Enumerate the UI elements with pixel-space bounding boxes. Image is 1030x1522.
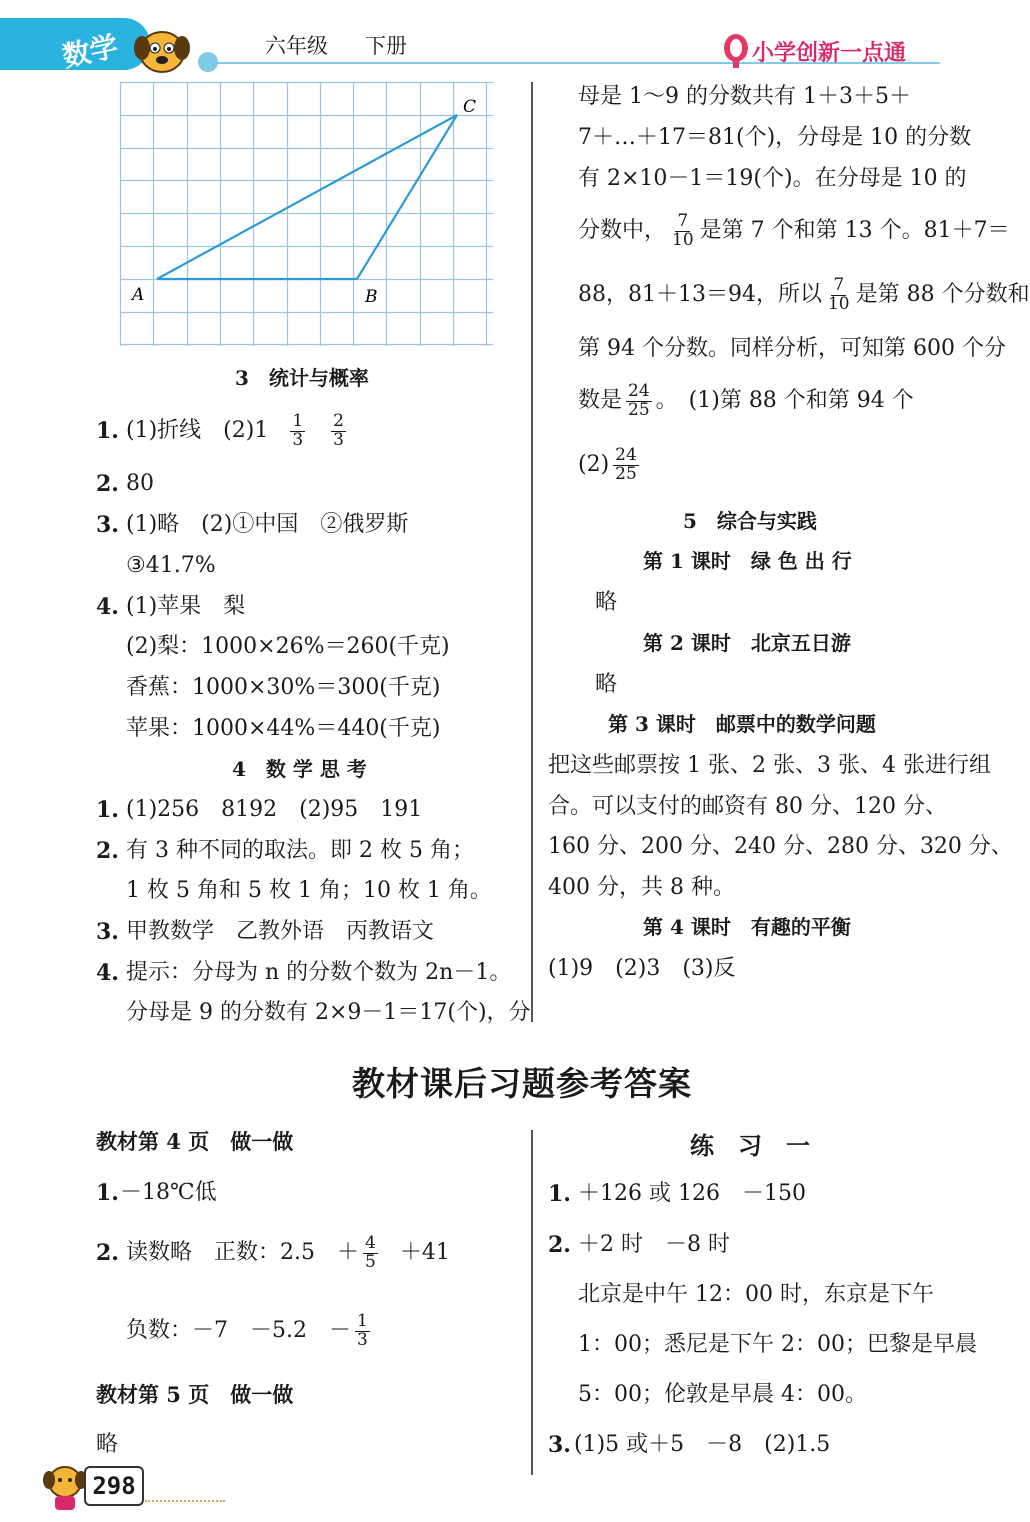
answer-line: 苹果：1000×44%＝440(千克) <box>126 716 441 741</box>
q-number: 3. <box>548 1432 571 1458</box>
side-ac <box>157 115 457 279</box>
answer-line: 分数中， $\frac{7}{10}$ 是第 7 个和第 13 个。81＋7＝ <box>578 210 1010 250</box>
fraction: $\frac{7}{10}$ <box>827 274 850 314</box>
side-bc <box>357 115 457 279</box>
grid-svg <box>120 82 494 347</box>
answer-text: (1)折线 (2)1 <box>126 418 269 443</box>
answer-line: 400 分，共 8 种。 <box>548 875 735 900</box>
answer-line: 读数略 正数：2.5 ＋ $\frac{4}{5}$ ＋41 <box>126 1232 450 1272</box>
series-title: 小学创新一点通 <box>752 41 907 66</box>
answer-line: (1)苹果 梨 <box>126 594 246 619</box>
answer-line: 甲教数学 乙教外语 丙教语文 <box>126 919 435 944</box>
fraction: $\frac{7}{10}$ <box>672 210 694 250</box>
answer-line: 有 2×10－1＝19(个)。在分母是 10 的 <box>578 166 967 191</box>
answer-line: 母是 1～9 的分数共有 1＋3＋5＋ <box>578 84 911 109</box>
q-number: 1. <box>96 797 119 823</box>
answer-line: 香蕉：1000×30%＝300(千克) <box>126 675 441 700</box>
fraction: $\frac{24}{25}$ <box>628 380 650 420</box>
fraction: $\frac{1}{3}$ <box>292 410 304 450</box>
answer-line: (1)略 (2)①中国 ②俄罗斯 <box>126 512 409 537</box>
section-4-title: 4 数 学 思 考 <box>232 757 367 781</box>
answer-line: (1)9 (2)3 (3)反 <box>548 956 736 981</box>
q-number: 3. <box>96 512 119 538</box>
grade-label: 六年级 <box>265 34 328 58</box>
section-3-title: 3 统计与概率 <box>235 366 369 390</box>
answer-line: ＋126 或 126 －150 <box>578 1181 806 1206</box>
vertex-b-label: B <box>365 287 378 307</box>
page-section-title: 教材课后习题参考答案 <box>352 1064 692 1103</box>
answer-line: (2) $\frac{24}{25}$ <box>578 444 637 484</box>
answer-line: 88，81＋13＝94，所以 $\frac{7}{10}$ 是第 88 个分数和 <box>578 274 1030 314</box>
q-number: 1. <box>96 1180 119 1206</box>
answer-line: (1)5 或＋5 －8 (2)1.5 <box>574 1432 831 1457</box>
answer-line: 略 <box>595 672 618 697</box>
answer-line: 提示：分母为 n 的分数个数为 2n－1。 <box>126 960 512 985</box>
lesson-title: 第 2 课时 北京五日游 <box>643 631 851 655</box>
answer-line: ＋2 时 －8 时 <box>578 1232 730 1257</box>
q-number: 4. <box>96 594 119 620</box>
series-logo-icon <box>722 32 750 68</box>
section-5-title: 5 综合与实践 <box>683 509 817 533</box>
answer-line: －18℃低 <box>120 1180 217 1205</box>
q-number: 2. <box>96 471 119 497</box>
exercise-title: 练 习 一 <box>690 1131 810 1160</box>
answer-line: 负数：－7 －5.2 － $\frac{1}{3}$ <box>126 1310 368 1350</box>
vertex-c-label: C <box>463 97 477 117</box>
footer-mascot-icon <box>40 1462 90 1514</box>
answer-line: ③41.7% <box>126 553 216 578</box>
page-number: 298 <box>92 1472 136 1500</box>
column-divider-bottom <box>531 1130 533 1475</box>
q-number: 2. <box>96 1240 119 1266</box>
q-number: 3. <box>96 919 119 945</box>
answer-line: 1 枚 5 角和 5 枚 1 角；10 枚 1 角。 <box>126 878 492 903</box>
answer-line: 合。可以支付的邮资有 80 分、120 分、 <box>548 794 947 819</box>
fraction: $\frac{4}{5}$ <box>365 1232 376 1272</box>
q-number: 1. <box>548 1181 571 1207</box>
answer-line: 第 94 个分数。同样分析，可知第 600 个分 <box>578 336 1006 361</box>
answer-line <box>126 408 350 454</box>
fraction: $\frac{24}{25}$ <box>615 444 637 484</box>
q-number: 2. <box>548 1232 571 1258</box>
q-number: 2. <box>96 838 119 864</box>
answer-line: (2)梨：1000×26%＝260(千克) <box>126 634 450 659</box>
answer-line: 1：00；悉尼是下午 2：00；巴黎是早晨 <box>578 1332 977 1357</box>
subject-badge: 数学 <box>59 29 122 74</box>
fraction: $\frac{2}{3}$ <box>333 410 344 450</box>
fraction: $\frac{1}{3}$ <box>357 1310 368 1350</box>
answer-line: 分母是 9 的分数有 2×9－1＝17(个)，分 <box>126 1000 531 1025</box>
volume-label: 下册 <box>365 34 407 58</box>
answer-line: 160 分、200 分、240 分、280 分、320 分、 <box>548 834 1013 859</box>
textbook-page-title: 教材第 5 页 做一做 <box>96 1382 294 1407</box>
footer-dotted-rule <box>145 1500 225 1502</box>
answer-line: 北京是中午 12：00 时，东京是下午 <box>578 1282 934 1307</box>
answer-line: 把这些邮票按 1 张、2 张、3 张、4 张进行组 <box>548 753 991 778</box>
lesson-title: 第 4 课时 有趣的平衡 <box>643 915 851 939</box>
vertex-a-label: A <box>132 285 145 305</box>
answer-line: 数是 $\frac{24}{25}$ 。 (1)第 88 个和第 94 个 <box>578 380 914 420</box>
mascot-icon <box>132 22 192 78</box>
q-number: 4. <box>96 960 119 986</box>
lesson-title: 第 3 课时 邮票中的数学问题 <box>608 712 876 736</box>
lesson-title: 第 1 课时 绿 色 出 行 <box>643 549 852 573</box>
answer-line: 80 <box>126 471 154 496</box>
textbook-page-title: 教材第 4 页 做一做 <box>96 1129 294 1154</box>
triangle-figure <box>120 82 494 347</box>
answer-line: 略 <box>96 1432 119 1457</box>
answer-line: 有 3 种不同的取法。即 2 枚 5 角； <box>126 838 474 863</box>
answer-line: 略 <box>595 590 618 615</box>
answer-line: 5：00；伦敦是早晨 4：00。 <box>578 1382 867 1407</box>
q-number: 1. <box>96 418 119 444</box>
page-number-badge <box>84 1466 144 1506</box>
answer-line: 7＋…＋17＝81(个)，分母是 10 的分数 <box>578 125 972 150</box>
column-divider <box>531 82 533 1022</box>
answer-line: (1)256 8192 (2)95 191 <box>126 797 423 822</box>
